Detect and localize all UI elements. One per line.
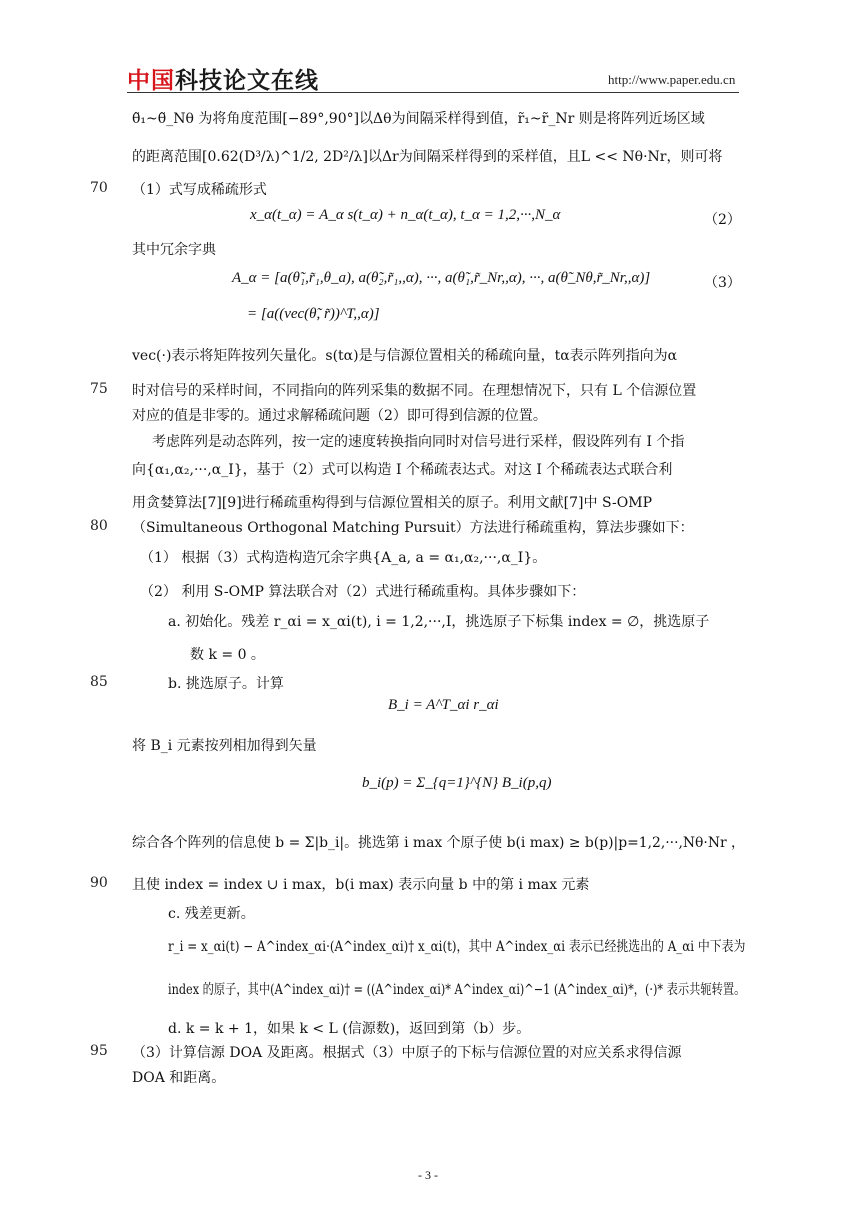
logo-dark-part: 科技论文在线 [175,68,319,94]
equation-number: （2） [704,212,741,228]
text-line: vec(·)表示将矩阵按列矢量化。s(tα)是与信源位置相关的稀疏向量，tα表示阵列指向为α [132,348,678,364]
equation: b_i(p) = Σ_{q=1}^{N} B_i(p,q) [362,775,552,791]
text-line: c. 残差更新。 [168,906,255,922]
text-line: 用贪婪算法[7][9]进行稀疏重构得到与信源位置相关的原子。利用文献[7]中 S-OMP [132,495,653,511]
text-line: （1）式写成稀疏形式 [132,182,267,198]
text-line: （2） 利用 S-OMP 算法联合对（2）式进行稀疏重构。具体步骤如下： [140,584,586,600]
line-number: 95 [90,1043,108,1059]
site-logo [127,62,319,95]
equation: B_i = A^T_αi r_αi [388,697,499,713]
header-url[interactable]: http://www.paper.edu.cn [608,72,736,87]
text-line: （Simultaneous Orthogonal Matching Pursuit）方法进行稀疏重构，算法步骤如下： [132,520,694,536]
line-number: 90 [90,875,108,891]
text-line: θ̃₁~θ̃_Nθ 为将角度范围[−89°,90°]以Δθ为间隔采样得到值，r̃₁~r̃_Nr 则是将阵列近场区域 [132,111,705,127]
text-line: （1） 根据（3）式构造构造冗余字典{A_a, a = α₁,α₂,···,α_I}。 [140,550,547,566]
equation: A_α = [a(θ̃₁,r̃₁,θ_a), a(θ̃₂,r̃₁,,α), ···, a(θ̃₁,r̃_Nr,,α), ···, a(θ̃_Nθ,r̃_Nr,,α)] [232,270,651,286]
text-line: 数 k = 0 。 [190,647,265,663]
equation: = [a((vec(θ̃, r̃))^T,,α)] [247,306,380,322]
text-line: （3）计算信源 DOA 及距离。根据式（3）中原子的下标与信源位置的对应关系求得信源 [132,1045,682,1061]
header-rule [127,92,739,93]
text-line: 向{α₁,α₂,···,α_I}，基于（2）式可以构造 I 个稀疏表达式。对这 I 个稀疏表达式联合利 [132,462,673,478]
text-line: DOA 和距离。 [132,1070,226,1086]
text-line: 考虑阵列是动态阵列，按一定的速度转换指向同时对信号进行采样，假设阵列有 I 个指 [152,434,685,450]
text-line: b. 挑选原子。计算 [168,676,284,692]
line-number: 85 [90,674,108,690]
text-line: r_i = x_αi(t) − A^index_αi·(A^index_αi)† x_αi(t)，其中 A^index_αi 表示已经挑选出的 A_αi 中下表为 [168,939,746,955]
line-number: 75 [90,381,108,397]
text-line: 综合各个阵列的信息使 b = Σ|b_i|。挑选第 i max 个原子使 b(i max) ≥ b(p)|p=1,2,···,Nθ·Nr ， [132,835,745,851]
text-line: 对应的值是非零的。通过求解稀疏问题（2）即可得到信源的位置。 [132,408,547,424]
logo-red-part: 中国 [127,68,175,94]
text-line: 且使 index = index ∪ i max，b(i max) 表示向量 b 中的第 i max 元素 [132,877,590,893]
text-line: 其中冗余字典 [132,242,216,258]
text-line: 将 B_i 元素按列相加得到矢量 [132,738,317,754]
equation-number: （3） [704,275,741,291]
line-number: 80 [90,518,108,534]
equation: x_α(t_α) = A_α s(t_α) + n_α(t_α), t_α = 1,2,···,N_α [250,207,561,223]
text-line: d. k = k + 1，如果 k < L (信源数)，返回到第（b）步。 [168,1021,531,1037]
text-line: index 的原子，其中(A^index_αi)† = ((A^index_αi)* A^index_αi)^−1 (A^index_αi)*，(·)* 表示共轭转置。 [168,982,746,998]
line-number: 70 [90,180,108,196]
text-line: 的距离范围[0.62(D³/λ)^1/2, 2D²/λ]以Δr为间隔采样得到的采样值，且L << Nθ·Nr，则可将 [132,149,723,165]
page-number: - 3 - [418,1168,438,1182]
text-line: a. 初始化。残差 r_αi = x_αi(t), i = 1,2,···,I，挑选原子下标集 index = ∅，挑选原子 [168,614,710,630]
text-line: 时对信号的采样时间，不同指向的阵列采集的数据不同。在理想情况下，只有 L 个信源位置 [132,383,697,399]
